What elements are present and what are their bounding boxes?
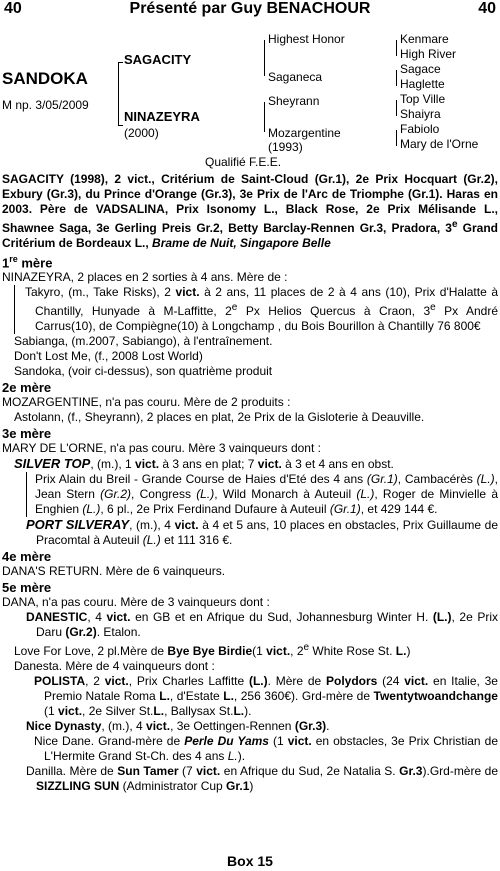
silver-top-details: Prix Alain du Breil - Grande Course de Haies d'Eté des 4 ans (Gr.1), Cambacérès (L.), Jean Stern (Gr.2), Congress (L.), Wild Monarch à Auteuil (L.), Roger de Minvielle à Enghien (L.), 6 pl., 2e Prix Ferdinand Dufaure à Auteuil (Gr.1), et 429 144 €.: [26, 472, 498, 517]
catalogue-body: [2, 172, 498, 794]
second-dam: Mozargentine: [268, 126, 341, 140]
produce-danestic: DANESTIC, 4 vict. en GB et en Afrique du Sud, Johannesburg Winter H. (L.), 2e Prix Daru (Gr.2). Etalon.: [26, 610, 498, 640]
qualification: Qualifié F.E.E.: [205, 155, 282, 169]
first-dam-intro: NINAZEYRA, 2 places en 2 sorties à 4 ans. Mère de :: [2, 270, 288, 285]
sire-name: SAGACITY: [124, 52, 192, 67]
bracket-line: [118, 125, 123, 126]
page-header: [0, 0, 500, 20]
bracket-line: [396, 130, 397, 146]
grandsire: Highest Honor: [268, 32, 345, 46]
third-dam-intro: MARY DE L'ORNE, n'a pas couru. Mère 3 vainqueurs dont :: [2, 441, 321, 456]
horse-meta: M np. 3/05/2009: [2, 98, 89, 112]
fifth-dam-heading: 5e mère: [2, 580, 52, 596]
box-number: Box 15: [227, 853, 273, 869]
produce-polista: POLISTA, 2 vict., Prix Charles Laffitte (L.). Mère de Polydors (24 vict. en Italie, 3e Premio Natale Roma L., d'Estate L., 256 360€). Grd-mère de Twentytwoandchange (1 vict., 2e Silver St.L., Ballysax St.L.).: [34, 674, 498, 719]
ancestor: Shaiyra: [400, 107, 441, 121]
fourth-dam-heading: 4e mère: [2, 549, 52, 565]
sire-record: SAGACITY (1998), 2 vict., Critérium de Saint-Cloud (Gr.1), 2e Prix Hocquart (Gr.2), Exbury (Gr.3), du Prince d'Orange (Gr.3), 3e Prix de l'Arc de Triomphe (Gr.1). Haras en 2003. Père de VADSALINA, Prix Isonomy L., Black Rose, 2e Prix Mélisande L., Shawnee Saga, 3e Gerling Preis Gr.2, Betty Barclay-Rennen Gr.3, Pradora, 3e Grand Critérium de Bordeaux L., Brame de Nuit, Singapore Belle: [2, 172, 498, 250]
produce-love-for-love: Love For Love, 2 pl.Mère de Bye Bye Birdie(1 vict., 2e White Rose St. L.): [14, 642, 411, 659]
bracket-line: [396, 40, 397, 56]
lot-number-left: 40: [4, 0, 22, 17]
bracket-line: [396, 100, 397, 116]
bracket-line: [264, 102, 265, 132]
ancestor: High River: [400, 47, 457, 61]
grandam-sire-side: Saganeca: [268, 70, 323, 84]
bracket-line: [118, 62, 119, 126]
second-dam-heading: 2e mère: [2, 380, 52, 396]
bracket-line: [264, 40, 265, 76]
produce-dont-lost-me: Don't Lost Me, (f., 2008 Lost World): [14, 349, 203, 364]
produce-danesta: Danesta. Mère de 4 vainqueurs dont :: [14, 659, 215, 674]
ancestor: Haglette: [400, 77, 445, 91]
third-dam-heading: 3e mère: [2, 426, 52, 442]
pedigree-table: [0, 22, 500, 177]
ancestor: Mary de l'Orne: [400, 137, 479, 151]
bracket-line: [118, 62, 123, 63]
produce-nice-dynasty: Nice Dynasty, (m.), 4 vict., 3e Oettingen-Rennen (Gr.3).: [26, 719, 330, 734]
lot-number-right: 40: [478, 0, 496, 17]
presenter-title: Présenté par Guy BENACHOUR: [129, 0, 371, 17]
grandsire-dam-side: Sheyrann: [268, 94, 320, 108]
produce-danilla: Danilla. Mère de Sun Tamer (7 vict. en Afrique du Sud, 2e Natalia S. Gr.3).Grd-mère de SIZZLING SUN (Administrator Cup Gr.1): [26, 764, 499, 794]
dam-name: NINAZEYRA: [124, 109, 200, 124]
produce-nice-dane: Nice Dane. Grand-mère de Perle Du Yams (1 vict. en obstacles, 3e Prix Christian de L'Hermite Grand St-Ch. des 4 ans L.).: [34, 734, 498, 764]
produce-silver-top: SILVER TOP, (m.), 1 vict. à 3 ans en plat; 7 vict. à 3 et 4 ans en obst.: [14, 456, 394, 472]
fourth-dam-intro: DANA'S RETURN. Mère de 6 vainqueurs.: [2, 564, 226, 579]
horse-name: SANDOKA: [2, 69, 88, 88]
produce-sabianga: Sabianga, (m.2007, Sabiango), à l'entraînement.: [14, 334, 273, 349]
produce-astolann: Astolann, (f., Sheyrann), 2 places en plat, 2e Prix de la Gisloterie à Deauville.: [14, 410, 425, 425]
produce-sandoka: Sandoka, (voir ci-dessus), son quatrième produit: [14, 364, 273, 379]
ancestor: Sagace: [400, 62, 441, 76]
produce-takyro: Takyro, (m., Take Risks), 2 vict. à 2 ans, 11 places de 2 à 4 ans (10), Prix d'Halatte à Chantilly, Hunyade à M-Laffitte, 2e Px Helios Quercus à Craon, 3e Px André Carrus(10), de Compiègne(10) à Longchamp , du Bois Bourillon à Chantilly 76 800€: [14, 285, 498, 334]
ancestor: Top Ville: [400, 92, 446, 106]
second-dam-year: (1993): [268, 140, 303, 154]
ancestor: Kenmare: [400, 32, 449, 46]
bracket-line: [396, 70, 397, 86]
ancestor: Fabiolo: [400, 122, 440, 136]
fifth-dam-intro: DANA, n'a pas couru. Mère de 3 vainqueurs dont :: [2, 595, 270, 610]
produce-port-silveray: PORT SILVERAY, (m.), 4 vict. à 4 et 5 ans, 10 places en obstacles, Prix Guillaume de Pracomtal à Auteuil (L.) et 111 316 €.: [26, 517, 498, 548]
second-dam-intro: MOZARGENTINE, n'a pas couru. Mère de 2 produits :: [2, 395, 291, 410]
dam-year: (2000): [124, 126, 159, 140]
first-dam-heading: 1re mère: [2, 254, 53, 271]
